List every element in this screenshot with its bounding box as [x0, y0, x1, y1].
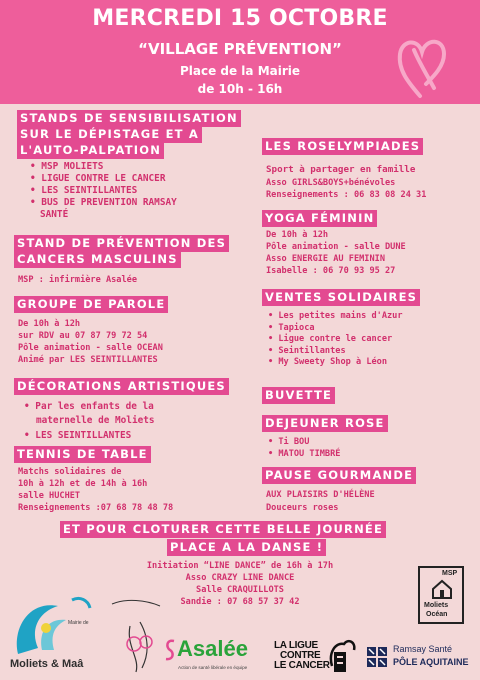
roselympiades-line: Asso GIRLS&BOYS+bénévoles — [266, 178, 396, 188]
stands-title-line1: STANDS DE SENSIBILISATION — [17, 110, 241, 127]
list-item: • LES SEINTILLANTES — [30, 185, 177, 197]
parole-title: GROUPE DE PAROLE — [14, 296, 168, 313]
masculins-line: MSP : infirmière Asalée — [18, 275, 137, 285]
asalee-s-icon — [164, 638, 176, 662]
seintillantes-logo — [106, 596, 166, 676]
list-item: • MATOU TIMBRÉ — [268, 449, 340, 461]
parole-line: sur RDV au 07 87 79 72 54 — [18, 331, 148, 341]
asalee-name: Asalée — [177, 636, 248, 661]
yoga-title: YOGA FÉMININ — [262, 210, 377, 227]
decorations-title: DÉCORATIONS ARTISTIQUES — [14, 378, 229, 395]
finale-line: Asso CRAZY LINE DANCE — [185, 573, 295, 583]
finale-title-line1: ET POUR CLOTURER CETTE BELLE JOURNÉE — [60, 521, 386, 538]
roselympiades-line: Renseignements : 06 83 08 24 31 — [266, 190, 427, 200]
house-icon — [431, 579, 453, 599]
parole-line: De 10h à 12h — [18, 319, 81, 329]
masculins-title-line2: CANCERS MASCULINS — [14, 251, 181, 268]
decorations-list-2 — [24, 430, 131, 442]
finale-line: Sandie : 07 68 57 37 42 — [180, 597, 300, 607]
buvette-title: BUVETTE — [262, 387, 335, 404]
decorations-continuation: maternelle de Moliets — [36, 415, 155, 426]
list-item: • Ti BOU — [268, 437, 340, 449]
stands-title-line2: SUR LE DÉPISTAGE ET A — [17, 126, 202, 143]
stands-list-continuation: SANTÉ — [40, 209, 69, 220]
tennis-title: TENNIS DE TABLE — [14, 446, 151, 463]
finale-line: Salle CRAQUILLOTS — [196, 585, 284, 595]
ligue-line: LE CANCER — [274, 660, 330, 671]
header-banner — [0, 0, 480, 104]
tennis-line: salle HUCHET — [18, 491, 81, 501]
msp-logo — [418, 566, 464, 624]
pause-title: PAUSE GOURMANDE — [262, 467, 416, 484]
msp-logo-line1: Moliets — [424, 602, 449, 609]
finale-title-line2: PLACE A LA DANSE ! — [167, 539, 326, 556]
msp-logo-top: MSP — [442, 570, 458, 577]
list-item: • Ligue contre le cancer — [268, 334, 403, 346]
decorations-list — [24, 401, 154, 413]
dejeuner-title: DEJEUNER ROSE — [262, 415, 388, 432]
ligue-logo — [272, 636, 362, 676]
ligue-line: LA LIGUE — [274, 640, 318, 651]
moliets-logo-small: Mairie de — [68, 620, 89, 626]
tennis-line: Renseignements :07 68 78 48 78 — [18, 503, 174, 513]
tennis-line: 10h à 12h et de 14h à 16h — [18, 479, 148, 489]
yoga-line: Asso ENERGIE AU FEMININ — [266, 254, 385, 264]
ramsay-emblem-icon — [366, 646, 388, 668]
msp-logo-line2: Océan — [426, 611, 448, 618]
pink-ribbon-icon — [390, 30, 452, 100]
moliets-logo — [8, 590, 98, 676]
list-item: • My Sweety Shop à Léon — [268, 357, 403, 369]
moliets-logo-text: Moliets & Maâ — [10, 658, 84, 670]
dejeuner-list — [268, 437, 340, 460]
masculins-title-line1: STAND DE PRÉVENTION DES — [14, 235, 229, 252]
ramsay-top: Ramsay Santé — [393, 644, 453, 654]
pause-line: AUX PLAISIRS D'HÉLÈNE — [266, 490, 375, 500]
ramsay-logo — [366, 642, 478, 676]
parole-line: Pôle animation - salle OCEAN — [18, 343, 163, 353]
roselympiades-title: LES ROSELYMPIADES — [262, 138, 423, 155]
event-subtitle: “VILLAGE PRÉVENTION” — [138, 40, 342, 58]
finale-line: Initiation “LINE DANCE” de 16h à 17h — [146, 561, 334, 571]
ventes-list — [268, 311, 403, 369]
stands-list — [30, 161, 177, 209]
list-item: • Les petites mains d'Azur — [268, 311, 403, 323]
yoga-line: Isabelle : 06 70 93 95 27 — [266, 266, 396, 276]
pause-line: Douceurs roses — [266, 503, 339, 513]
list-item: • LIGUE CONTRE LE CANCER — [30, 173, 177, 185]
list-item: • Par les enfants de la — [24, 401, 154, 413]
yoga-line: Pôle animation - salle DUNE — [266, 242, 406, 252]
list-item: • LES SEINTILLANTES — [24, 430, 131, 442]
asalee-logo — [164, 632, 264, 676]
ligue-emblem-icon — [328, 636, 358, 674]
event-hours: de 10h - 16h — [197, 82, 283, 96]
event-place: Place de la Mairie — [179, 64, 301, 78]
ligue-line: CONTRE — [280, 650, 321, 661]
list-item: • Tapioca — [268, 323, 403, 335]
ramsay-bottom: PÔLE AQUITAINE — [393, 657, 469, 667]
list-item: • MSP MOLIETS — [30, 161, 177, 173]
list-item: • BUS DE PREVENTION RAMSAY — [30, 197, 177, 209]
roselympiades-line: Sport à partager en famille — [266, 164, 416, 175]
ventes-title: VENTES SOLIDAIRES — [262, 289, 420, 306]
tennis-line: Matchs solidaires de — [18, 467, 122, 477]
yoga-line: De 10h à 12h — [266, 230, 329, 240]
stands-title-line3: L'AUTO-PALPATION — [17, 142, 164, 159]
asalee-tagline: Action de santé libérale en équipe — [178, 665, 248, 670]
event-date-title: MERCREDI 15 OCTOBRE — [92, 6, 388, 31]
list-item: • Seintillantes — [268, 346, 403, 358]
parole-line: Animé par LES SEINTILLANTES — [18, 355, 158, 365]
